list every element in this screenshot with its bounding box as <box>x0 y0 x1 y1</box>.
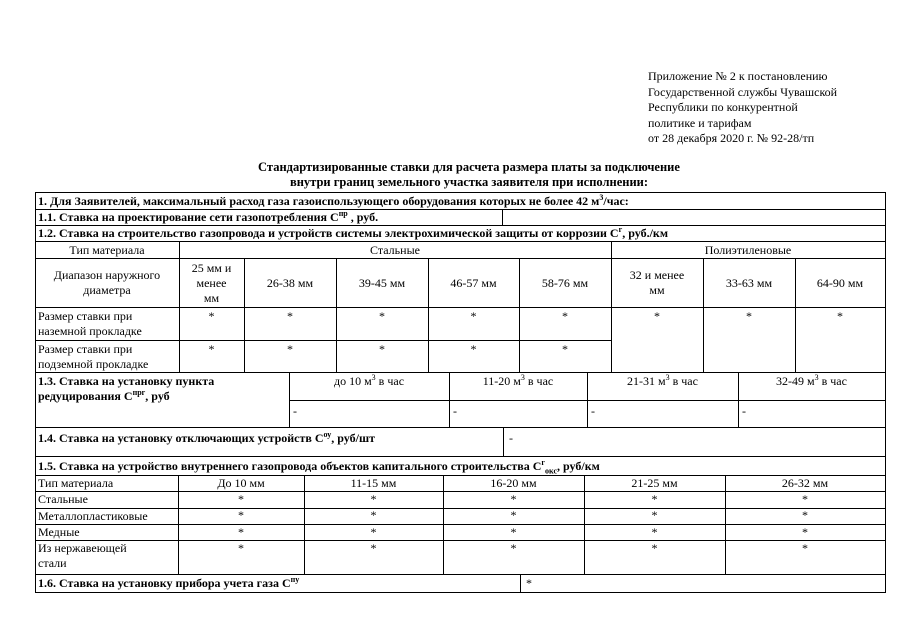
cell-star: * <box>837 309 843 323</box>
cell-star: * <box>287 342 293 356</box>
reduction-value: - <box>742 404 746 418</box>
pipe-col-16-20: 16-20 мм <box>490 476 537 490</box>
diameter-range-header: Диапазон наружного диаметра <box>53 268 161 297</box>
material-type-header: Тип материала <box>38 476 114 490</box>
pipe-col-11-15: 11-15 мм <box>350 476 397 490</box>
diameter-steel-46-57: 46-57 мм <box>450 275 497 290</box>
reduction-col-11-20: 11-20 $м^3$ в час <box>482 373 554 388</box>
cell-star: * <box>370 508 377 522</box>
cell-star: * <box>654 309 660 323</box>
cell-star: * <box>802 541 808 555</box>
diameter-steel-58-76: 58-76 мм <box>541 275 589 290</box>
pipe-col-26-32: 26-32 мм <box>781 476 829 490</box>
diameter-pe-33-63: 33-63 мм <box>725 275 773 290</box>
cell-star: * <box>562 342 568 356</box>
title-line-2: внутри границ земельного участка заявителя при исполнении: <box>289 174 649 189</box>
material-row-copper: Медные <box>38 525 80 539</box>
cell-star: * <box>238 525 244 539</box>
cell-star: * <box>370 541 377 555</box>
cell-star: * <box>562 309 568 323</box>
cell-star: * <box>208 342 215 356</box>
cell-star: * <box>238 541 244 555</box>
title-line-1: Стандартизированные ставки для расчета размера платы за подключение <box>258 160 680 174</box>
cell-star: * <box>510 525 517 539</box>
rate-1-3-label: 1.3. Ставка на установку пункта редуцирования $С^{прг}$, руб <box>38 374 215 403</box>
cell-star: * <box>802 508 808 522</box>
cell-star: * <box>370 492 377 506</box>
diameter-pe-64-90: 64-90 мм <box>816 275 864 290</box>
reduction-value: - <box>591 404 595 418</box>
cell-star: * <box>802 492 808 506</box>
row-underground-label: Размер ставки при подземной прокладке <box>38 342 149 371</box>
cell-star: * <box>510 508 517 522</box>
cell-star: * <box>510 492 517 506</box>
cell-star: * <box>379 309 385 323</box>
cell-star: * <box>651 525 658 539</box>
cell-star: * <box>510 541 517 555</box>
cell-star: * <box>470 309 477 323</box>
appendix-line: Государственной службы Чувашской <box>648 84 838 99</box>
material-row-steel: Стальные <box>38 492 88 506</box>
cell-star: * <box>238 492 244 506</box>
rate-1-4-label: 1.4. Ставка на установку отключающих устройств $С^{оу}$, руб/шт <box>38 430 375 445</box>
cell-star: * <box>370 525 377 539</box>
material-type-header: Тип материала <box>69 242 145 257</box>
rate-1-2-label: 1.2. Ставка на строительство газопровода и устройств системы электрохимической защиты от коррозии $С^г$, руб./км <box>38 225 668 240</box>
appendix-line: политике и тарифам <box>648 115 752 130</box>
diameter-steel-39-45: 39-45 мм <box>358 275 406 290</box>
appendix-line: Приложение № 2 к постановлению <box>648 69 828 83</box>
appendix-note <box>648 69 837 147</box>
steel-header: Стальные <box>370 242 420 257</box>
cell-star: * <box>651 541 658 555</box>
reduction-col-21-31: 21-31 $м^3$ в час <box>627 373 698 388</box>
rate-1-6-value: * <box>526 576 532 590</box>
diameter-steel-26-38: 26-38 мм <box>266 275 314 290</box>
row-ground-label: Размер ставки при наземной прокладке <box>38 309 142 338</box>
diameter-pe-32: 32 и менее мм <box>629 268 685 297</box>
reduction-value: - <box>293 404 297 418</box>
cell-star: * <box>208 309 215 323</box>
reduction-value: - <box>453 404 457 418</box>
cell-star: * <box>379 342 385 356</box>
cell-star: * <box>802 525 808 539</box>
rate-1-5-label: 1.5. Ставка на устройство внутреннего газопровода объектов капитального строительства $С^г_{окс}$, руб/км <box>38 458 600 476</box>
cell-star: * <box>651 508 658 522</box>
polyethylene-header: Полиэтиленовые <box>704 242 792 257</box>
material-row-metal-plastic: Металлопластиковые <box>38 509 148 523</box>
cell-star: * <box>470 342 477 356</box>
cell-star: * <box>287 309 293 323</box>
section-1-heading: 1. Для Заявителей, максимальный расход газа газоиспользующего оборудования которых не более 42 $м^3$/час: <box>38 193 629 208</box>
material-row-stainless: Из нержавеющей стали <box>38 541 127 570</box>
pipe-col-10: До 10 мм <box>217 476 265 490</box>
appendix-line: от 28 декабря 2020 г. № 92-28/тп <box>648 131 815 145</box>
rate-1-4-value: - <box>509 431 513 445</box>
cell-star: * <box>238 508 244 522</box>
reduction-col-10: до 10 $м^3$ в час <box>333 373 405 388</box>
reduction-col-32-49: 32-49 $м^3$ в час <box>776 373 847 388</box>
diameter-steel-25: 25 мм и менее мм <box>191 260 232 305</box>
cell-star: * <box>746 309 752 323</box>
rate-1-1-label: 1.1. Ставка на проектирование сети газопотребления $С^{пр}$ , руб. <box>38 209 379 224</box>
cell-star: * <box>651 492 658 506</box>
rate-1-6-label: 1.6. Ставка на установку прибора учета газа $С^{пу}$ <box>38 575 300 590</box>
pipe-col-21-25: 21-25 мм <box>631 476 678 490</box>
appendix-line: Республики по конкурентной <box>648 100 798 114</box>
document-title <box>0 160 904 189</box>
